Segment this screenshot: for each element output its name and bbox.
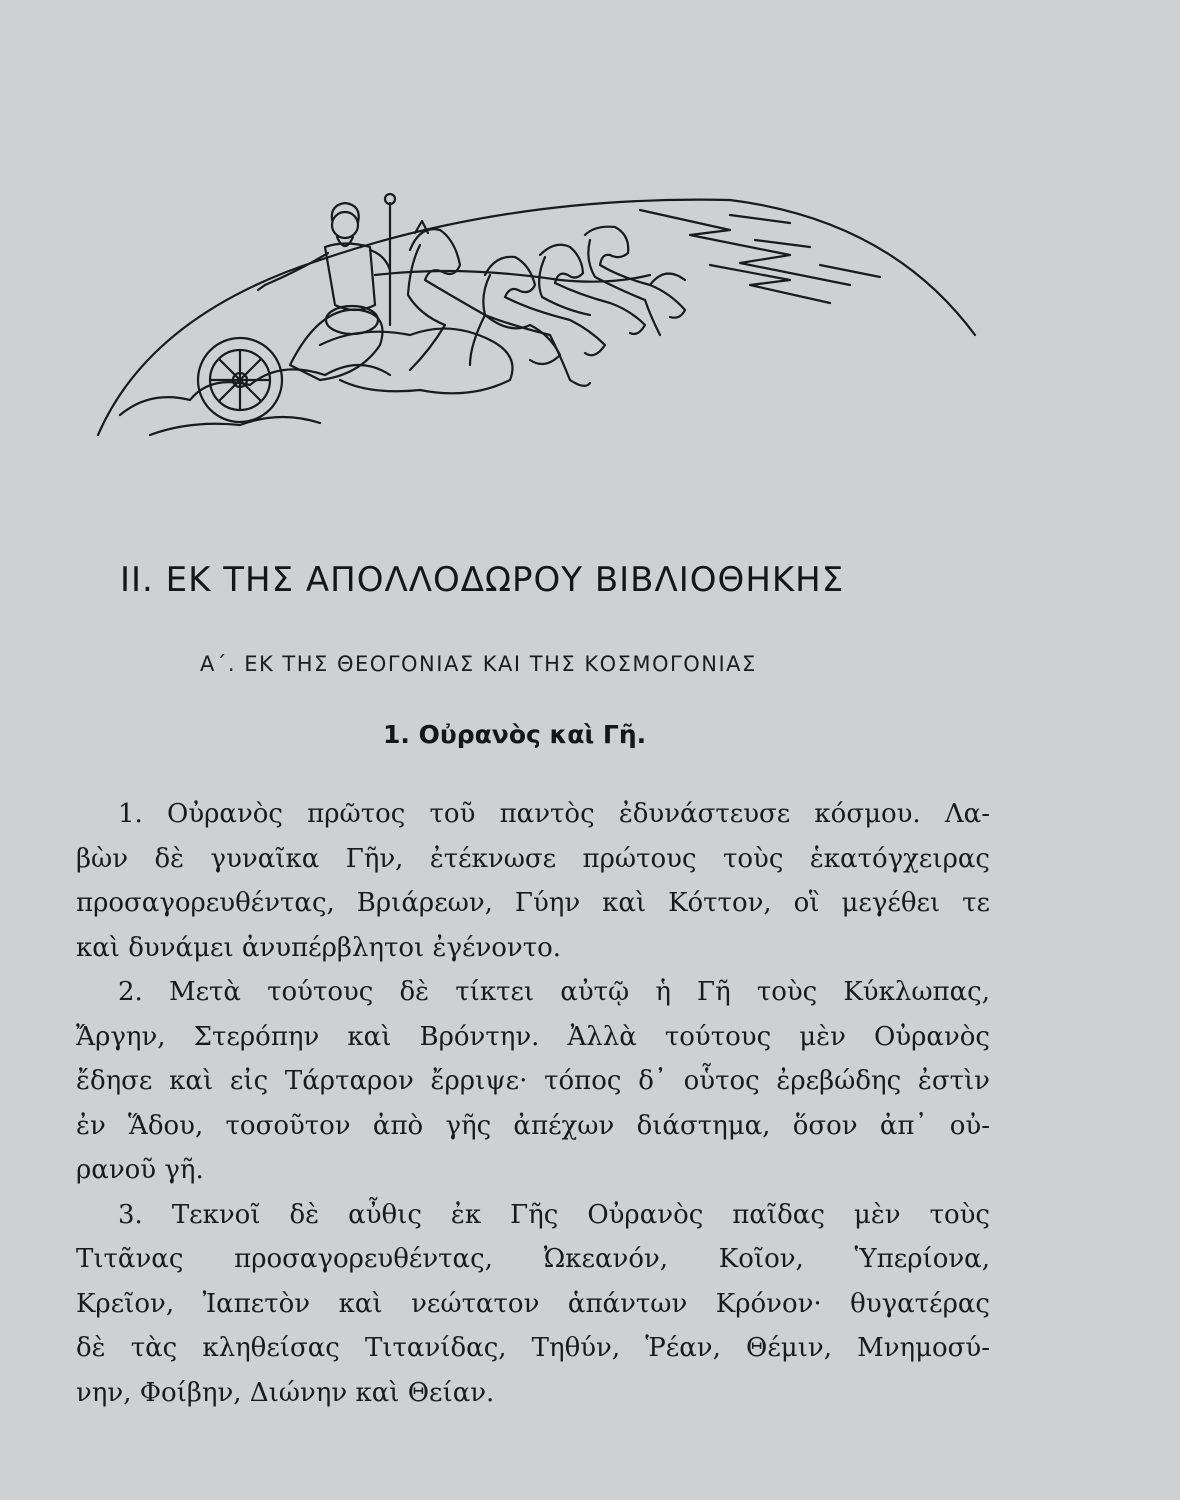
text-line: δὲ τὰς κληθείσας Τιτανίδας, Τηθύν, Ῥέαν, Θέμιν, Μνημοσύ-: [76, 1333, 990, 1363]
god-body: [325, 244, 375, 311]
text-line: νην, Φοίβην, Διώνην καὶ Θείαν.: [76, 1377, 495, 1408]
text-line: Κρεῖον, Ἰαπετὸν καὶ νεώτατον ἁπάντων Κρόνον· θυγατέρας: [76, 1288, 990, 1319]
chapter-title: II. ΕΚ ΤΗΣ ΑΠΟΛΛΟΔΩΡΟΥ ΒΙΒΛΙΟΘΗΚΗΣ: [120, 560, 845, 600]
text-line: προσαγορευθέντας, Βριάρεων, Γύην καὶ Κόττον, οἳ μεγέθει τε: [76, 888, 990, 918]
chapter-subtitle: Α΄. ΕΚ ΤΗΣ ΘΕΟΓΟΝΙΑΣ ΚΑΙ ΤΗΣ ΚΟΣΜΟΓΟΝΙΑΣ: [200, 652, 757, 676]
cloud: [150, 417, 320, 435]
text-line: Ἄργην, Στερόπην καὶ Βρόντην. Ἀλλὰ τούτους μὲν Οὐρανὸς: [76, 1021, 990, 1052]
horse: [585, 227, 685, 318]
text-line: 1. Οὐρανὸς πρῶτος τοῦ παντὸς ἐδυνάστευσε κόσμου. Λα-: [118, 799, 990, 829]
cloud: [320, 329, 513, 394]
text-line: 2. Μετὰ τούτους δὲ τίκτει αὐτῷ ἡ Γῆ τοὺς Κύκλωπας,: [118, 977, 990, 1007]
god-head: [332, 212, 358, 238]
body-text: [76, 792, 990, 1415]
text-line: ρανοῦ γῆ.: [76, 1155, 204, 1185]
text-line: Τιτᾶνας προσαγορευθέντας, Ὠκεανόν, Κοῖον, Ὑπερίονα,: [76, 1244, 990, 1274]
text-line: καὶ δυνάμει ἀνυπέρβλητοι ἐγένοντο.: [76, 932, 562, 963]
section-heading: 1. Οὐρανὸς καὶ Γῆ.: [383, 720, 647, 749]
text-line: βὼν δὲ γυναῖκα Γῆν, ἐτέκνωσε πρώτους τοὺς ἑκατόγχειρας: [76, 843, 990, 874]
sky-arc: [98, 200, 975, 435]
horse: [540, 245, 645, 334]
text-line: ἐν Ἅδου, τοσοῦτον ἀπὸ γῆς ἀπέχων διάστημα, ὅσον ἀπ᾽ οὐ-: [76, 1110, 990, 1141]
horse: [485, 257, 605, 355]
text-line: 3. Τεκνοῖ δὲ αὖθις ἐκ Γῆς Οὐρανὸς παῖδας μὲν τοὺς: [118, 1199, 990, 1230]
chariot-illustration: [90, 185, 980, 445]
text-line: ἔδησε καὶ εἰς Τάρταρον ἔρριψε· τόπος δ᾽ οὗτος ἐρεβώδης ἐστὶν: [76, 1066, 990, 1096]
